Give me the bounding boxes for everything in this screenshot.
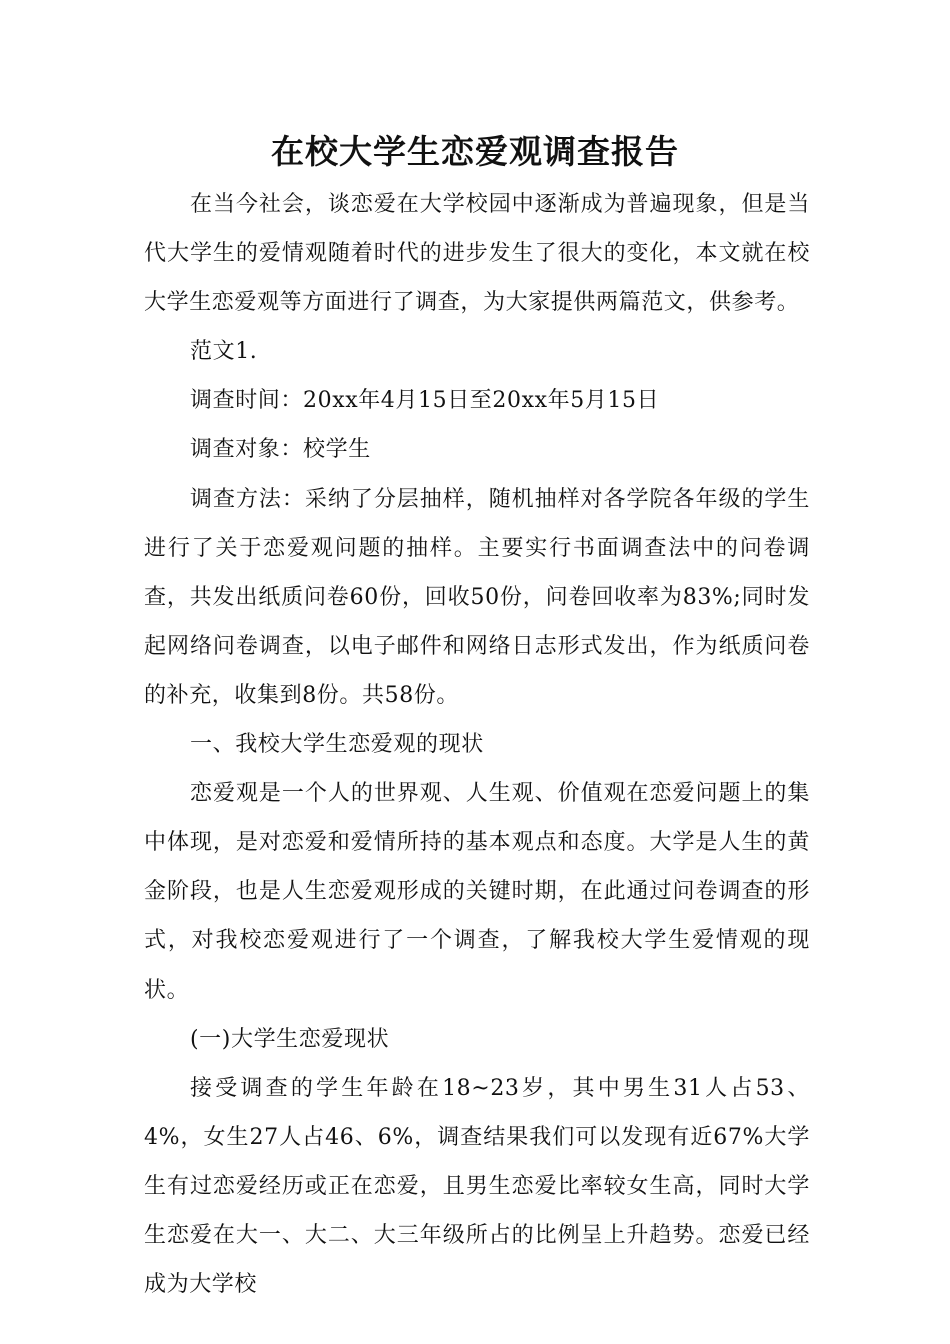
section-paragraph: 恋爱观是一个人的世界观、人生观、价值观在恋爱问题上的集中体现，是对恋爱和爱情所持的基本观点和态度。大学是人生的黄金阶段，也是人生恋爱观形成的关键时期，在此通过问卷调查的形式，对我校恋爱观进行了一个调查，了解我校大学生爱情观的现状。 <box>144 781 810 1003</box>
survey-subject: 调查对象：校学生 <box>190 437 371 463</box>
sample-label: 范文1. <box>190 339 258 365</box>
subsection-paragraph: 接受调查的学生年龄在18~23岁，其中男生31人占53、4%，女生27人占46、6%，调查结果我们可以发现有近67%大学生有过恋爱经历或正在恋爱，且男生恋爱比率较女生高，同时大学生恋爱在大一、大二、大三年级所占的比例呈上升趋势。恋爱已经成为大学校 <box>144 1075 810 1298</box>
subsection-heading: (一)大学生恋爱现状 <box>190 1026 390 1052</box>
section-heading: 一、我校大学生恋爱观的现状 <box>190 732 484 758</box>
intro-paragraph: 在当今社会，谈恋爱在大学校园中逐渐成为普遍现象，但是当代大学生的爱情观随着时代的进步发生了很大的变化，本文就在校大学生恋爱观等方面进行了调查，为大家提供两篇范文，供参考。 <box>144 192 810 316</box>
survey-time: 调查时间：20xx年4月15日至20xx年5月15日 <box>190 388 660 414</box>
document-title: 在校大学生恋爱观调查报告 <box>271 132 679 171</box>
survey-method: 调查方法：采纳了分层抽样，随机抽样对各学院各年级的学生进行了关于恋爱观问题的抽样。主要实行书面调查法中的问卷调查，共发出纸质问卷60份，回收50份，问卷回收率为83%;同时发起网络问卷调查，以电子邮件和网络日志形式发出，作为纸质问卷的补充，收集到8份。共58份。 <box>144 486 810 708</box>
document-body <box>144 180 810 1309</box>
